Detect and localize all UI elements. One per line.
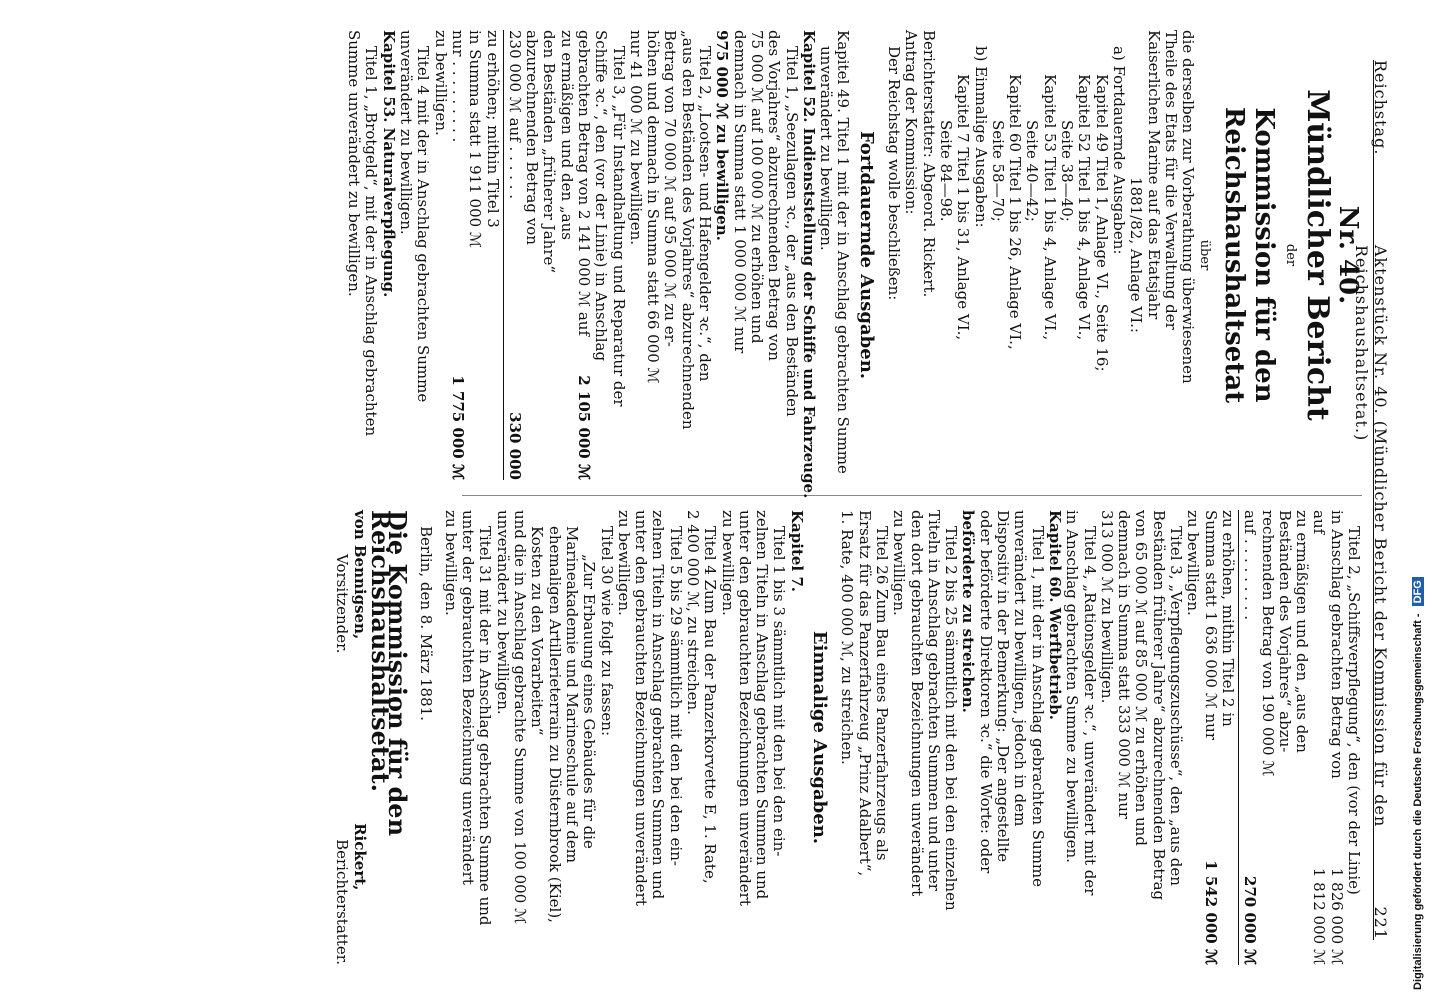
kapitel-7-t1-line: zu bewilligen. (718, 510, 737, 616)
kapitel-7-t31-line: unter der gebrauchten Bezeichnung unverändert (459, 510, 478, 885)
intro-line: Kaiserlichen Marine auf das Etatsjahr (1144, 30, 1163, 320)
t2b-line: rechnenden Betrag von 190 000 ℳ (1258, 510, 1277, 777)
signature-left (333, 510, 368, 653)
amount-1812000: 1 812 000 ℳ (1310, 867, 1329, 965)
kapitel-52-t3b-line: den Beständen „früherer Jahre“ (540, 30, 559, 274)
dfg-logo: DFG (1412, 577, 1424, 606)
section-b-item: Kapitel 7 Titel 1 bis 31, Anlage VI., (954, 74, 973, 341)
commission-footer-title: Die Kommission für den Reichshaushaltsetat. (365, 510, 413, 837)
document-subtitle: Kommission für den Reichshaushaltsetat (1219, 106, 1280, 404)
kapitel-53-heading: Kapitel 53. Naturalverpflegung. (379, 30, 398, 298)
amount-270000: 270 000 ℳ (1241, 875, 1260, 965)
signature-left-role: Vorsitzender. (333, 554, 352, 654)
kapitel-7-t30-line: und die in Anschlag gebrachte Summe von 100 000 ℳ (511, 510, 530, 925)
kapitel-60-t1-line: Dispositiv in der Bemerkung: „Der angestellte (994, 510, 1013, 863)
kapitel-52-t3b-line: 230 000 ℳ auf . . . . . . (505, 30, 524, 199)
t2c-line: zu erhöhen, mithin Titel 2 in (1218, 510, 1237, 727)
kapitel-52-t2-line: Titel 2, „Lootsen- und Hafengelder ꝛc.“, den (696, 46, 715, 382)
kapitel-7-t4-line: Titel 4 Zum Bau der Panzerkorvette E, 1. Rate, (701, 526, 720, 884)
intro-line: Theile des Etats für die Verwaltung der (1161, 30, 1180, 330)
section-a-item: Kapitel 49 Titel 1, Anlage VI., Seite 16; (1092, 74, 1111, 372)
kapitel-7-t30-line: Titel 30 wie folgt zu fassen: (597, 526, 616, 736)
amount-1826000: 1 826 000 ℳ (1327, 867, 1346, 965)
kapitel-52-t4-line: Titel 4 mit der in Anschlag gebrachten Summe (414, 46, 433, 403)
kapitel-52-t2-line: höhen und demnach in Summa statt 66 000 ℳ (644, 30, 663, 384)
intro-line: 1881/82, Anlage VI.: (1127, 177, 1146, 333)
kapitel-52-t1-line: demnach in Summa statt 1 000 000 ℳ nur (730, 30, 749, 354)
kapitel-7-t30-line: „Zur Erbauung eines Gebäudes für die (580, 554, 599, 849)
kapitel-52-t1-line: 75 000 ℳ auf 100 000 ℳ zu erhöhen und (747, 30, 766, 344)
section-a-label: a) Fortdauernde Ausgaben: (1109, 46, 1128, 255)
t3-line: Beständen früherer Jahre“ abzurechnenden Betrag (1149, 510, 1168, 901)
kapitel-49-line: Kapitel 49. Titel 1 mit der in Anschlag gebrachten Summe (834, 30, 853, 474)
intro-line: die derselben zur Vorberathung überwiesenen (1179, 30, 1198, 384)
t2-line: Titel 2, „Schiffsverpflegung“, den (vor der Linie) (1345, 526, 1363, 895)
kapitel-52-t4-line: unverändert zu bewilligen. (397, 30, 416, 235)
document-number: Nr. 40. (1333, 205, 1363, 305)
kapitel-7-t30-line: Marineakademie und Marineschule auf dem (562, 526, 581, 863)
reporter-line: Berichterstatter: Abgeord. Rickert. (919, 30, 938, 298)
section-a-item: Kapitel 53 Titel 1 bis 4, Anlage VI., (1040, 74, 1059, 341)
dfg-margin-text: Digitalisierung gefördert durch die Deutsche Forschungsgemeinschaft - (1412, 613, 1424, 990)
kapitel-60-t1-line: unverändert zu bewilligen, jedoch in dem (1011, 510, 1030, 827)
section-a-item: Seite 38—40; (1058, 120, 1077, 222)
t2-row (1345, 510, 1362, 965)
signature-right-name: Rickert, (350, 823, 369, 891)
page-number: 221 (1371, 906, 1390, 940)
section-a-item: Seite 40—42; (1023, 120, 1042, 222)
kapitel-53-t1-line: Summe unverändert zu bewilligen. (345, 30, 364, 297)
kapitel-52-t1-line: Titel 1, „Seezulagen ꝛc., der „aus den Beständen (782, 46, 801, 417)
title-der: der (1282, 243, 1298, 267)
kapitel-52-t3d-line: zu bewilligen. (431, 30, 450, 136)
t2-amount-row (1310, 510, 1327, 965)
kapitel-60-t26-line: Ersatz für das Panzerfahrzeug „Prinz Adalbert“, (855, 510, 874, 877)
amount-330000: 330 000 (505, 412, 524, 480)
amount-1542000: 1 542 000 ℳ (1201, 860, 1220, 965)
kapitel-60-t2-line: den dort gebrauchten Bezeichnungen unverändert (907, 510, 926, 897)
kapitel-7-heading: Kapitel 7. (787, 510, 806, 592)
kapitel-7-t31-line: zu bewilligen. (441, 510, 460, 616)
running-head-title: Aktenstück Nr. 40. (Mündlicher Bericht der Kommission für den Reichshaushaltsetat.) (1352, 245, 1390, 828)
kapitel-60-t26-line: Titel 26 Zum Bau eines Panzerfahrzeugs als (872, 526, 891, 861)
t2c-amount-row (1201, 510, 1218, 965)
kapitel-7-t4-line: 2 400 000 ℳ, zu streichen. (684, 510, 703, 715)
signature-right (333, 823, 368, 965)
kapitel-49-line: unverändert zu bewilligen. (817, 46, 836, 251)
kapitel-7-t30-line: Kosten zu den Vorarbeiten“ (528, 526, 547, 736)
kapitel-52-t1-line: des Vorjahres“ abzurechnenden Betrag von (765, 30, 784, 361)
t2b-line: Beständen des Vorjahres“ abzu- (1275, 510, 1294, 753)
section-b-item: Seite 84—98. (936, 120, 955, 222)
kapitel-7-t31-line: Titel 31 mit der in Anschlag gebrachten Summe und (476, 526, 495, 926)
kapitel-60-t2-line: Titeln in Anschlag gebrachten Summen und unter (924, 510, 943, 891)
kapitel-52-t3-amount-row (575, 30, 592, 480)
kapitel-52-t3c-line: zu erhöhen; mithin Titel 3 (483, 30, 502, 228)
kapitel-52-t2-line: Betrag von 70 000 ℳ auf 95 000 ℳ zu er- (661, 30, 680, 347)
section-a-item: Seite 58—70; (988, 120, 1007, 222)
kapitel-52-t3-line: gebrachten Betrag von 2 141 000 ℳ auf (575, 30, 594, 337)
t2-line: in Anschlag gebrachten Betrag von (1327, 510, 1346, 779)
t3-line: demnach in Summa statt 333 000 ℳ nur (1115, 510, 1134, 820)
kapitel-52-t2-line: nur 41 000 ℳ zu bewilligen. (626, 30, 645, 246)
t3-line: 313 000 ℳ zu bewilligen. (1097, 510, 1116, 704)
t2-amount-row (1327, 510, 1344, 965)
title-ueber: über (1197, 239, 1213, 271)
kapitel-52-heading: Kapitel 52. Indienststellung der Schiffe und Fahrzeuge. (799, 30, 818, 499)
header-rule (1373, 60, 1374, 940)
amount-rule (503, 30, 504, 480)
document-title: Mündlicher Bericht (1299, 89, 1335, 421)
t2c-line: Summa statt 1 636 000 ℳ nur (1201, 510, 1220, 740)
kapitel-60-t2-line: zu bewilligen. (890, 510, 909, 616)
left-column (345, 30, 1363, 499)
kapitel-52-t3b-line: abzurechnenden Betrag von (523, 30, 542, 245)
kapitel-7-t1-line: unter den gebrauchten Bezeichnungen unverändert (735, 510, 754, 906)
kapitel-7-t5-line: zu bewilligen. (614, 510, 633, 616)
kapitel-52-t3-line: Titel 3, „Für Instandhaltung und Reparatur der (609, 46, 628, 407)
kapitel-53-t1-line: Titel 1, „Brotgeld“, mit der in Anschlag gebrachten (362, 46, 381, 437)
kapitel-7-t5-line: zelnen Titeln in Anschlag gebrachten Summen und (649, 510, 668, 900)
kapitel-60-t2-line: Titel 2 bis 25 sämmtlich mit den bei den einzelnen (942, 526, 961, 911)
t2-line: auf (1310, 510, 1329, 535)
amount-1775000: 1 775 000 ℳ (448, 375, 467, 480)
section-a-item: Kapitel 60 Titel 1 bis 26, Anlage VI., (1006, 74, 1025, 350)
t2b-amount-row (1241, 510, 1258, 965)
kapitel-60-t1-line: Titel 1, mit der in Anschlag gebrachten Summe (1028, 526, 1047, 888)
section-heading-fortdauernde: Fortdauernde Ausgaben. (855, 130, 877, 380)
section-heading-einmalige: Einmalige Ausgaben. (809, 630, 831, 845)
reporter-line: Der Reichstag wolle beschließen: (885, 46, 904, 301)
amount-2105000: 2 105 000 ℳ (575, 375, 594, 480)
section-b-label: b) Einmalige Ausgaben: (971, 46, 990, 228)
kapitel-52-t3-line: Schiffe ꝛc.“, den (vor der Linie) in Anschlag (592, 30, 611, 362)
t2c-line: zu bewilligen. (1184, 510, 1203, 616)
kapitel-52-t3c-amount-row (449, 30, 466, 480)
kapitel-7-t5-line: Titel 5 bis 29 sämmtlich mit den bei den ein- (666, 526, 685, 866)
kapitel-7-t1-line: zelnen Titeln in Anschlag gebrachten Summen und (753, 510, 772, 900)
date-line: Berlin, den 8. März 1881. (416, 526, 435, 721)
kapitel-60-t1-line: oder beförderte Direktoren ꝛc.“ die Worte: oder (976, 510, 995, 874)
signature-left-name: von Bennigsen, (350, 510, 369, 640)
running-head-left: Reichstag. (1371, 60, 1390, 156)
right-column (333, 510, 1362, 965)
signature-right-role: Berichterstatter. (333, 839, 352, 965)
kapitel-7-t30-line: ehemaligen Artillerieterrain zu Düsternbrook (Kiel), (545, 526, 564, 923)
amount-rule (1238, 510, 1239, 965)
t3-line: Titel 3, „Verpflegungszuschüsse“, den „aus den (1167, 526, 1186, 886)
kapitel-7-t30-line: unverändert zu bewilligen. (493, 510, 512, 715)
reporter-line: Antrag der Kommission: (902, 30, 921, 215)
kapitel-52-t3c-line: nur . . . . . . . . . (448, 30, 467, 143)
kapitel-60-t1-line: beförderte zu streichen. (959, 510, 978, 713)
kapitel-7-t1-line: Titel 1 bis 3 sämmtlich mit den bei den ein- (770, 526, 789, 857)
kapitel-60-t26-line: 1. Rate, 400 000 ℳ, zu streichen. (838, 510, 857, 765)
t4-line: Titel 4, „Rationsgelder ꝛc.“, unverändert mit der (1080, 526, 1099, 896)
dfg-margin-note (1412, 0, 1430, 990)
column-divider (462, 495, 1362, 496)
t3-line: von 65 000 ℳ auf 85 000 ℳ zu erhöhen und (1132, 510, 1151, 846)
t2b-line: auf . . . . . . . . . (1241, 510, 1260, 620)
kapitel-52-t1-line: 975 000 ℳ zu bewilligen. (713, 30, 732, 241)
intro-paragraph (1127, 30, 1196, 480)
signature-row (333, 510, 368, 965)
section-a-item: Kapitel 52 Titel 1 bis 4, Anlage VI., (1075, 74, 1094, 341)
kapitel-52-t3c-line: in Summa statt 1 911 000 ℳ (466, 30, 485, 248)
kapitel-7-t5-line: unter den gebrauchten Bezeichnungen unverändert (632, 510, 651, 906)
kapitel-52-t3b-line: zu ermäßigen und den „aus (557, 30, 576, 240)
t2b-line: zu ermäßigen und den „aus den (1293, 510, 1312, 753)
t4-line: in Anschlag gebrachten Summe zu bewilligen. (1063, 510, 1082, 863)
kapitel-60-heading: Kapitel 60. Werftbetrieb. (1045, 510, 1064, 720)
kapitel-52-t3b-amount-row (506, 30, 523, 480)
kapitel-52-t2-line: „aus den Beständen des Vorjahres“ abzurechnenden (678, 30, 697, 430)
